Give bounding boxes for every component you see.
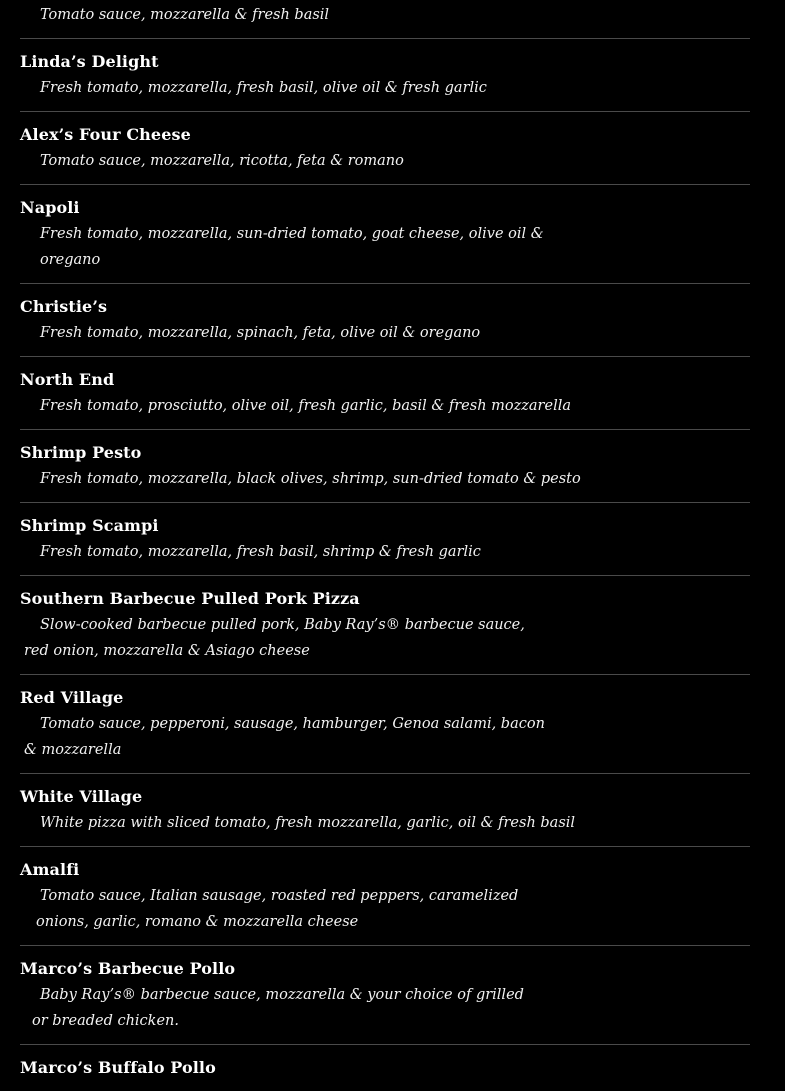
menu-item-marcos-barbecue-pollo xyxy=(20,946,750,1045)
menu-item-description: Tomato sauce, mozzarella & fresh basil xyxy=(40,7,330,23)
menu-item-name: Christie’s xyxy=(20,297,108,316)
menu-item-name: Shrimp Scampi xyxy=(20,516,159,535)
menu-item-alexs-four-cheese xyxy=(20,112,750,185)
menu-item-description: Tomato sauce, Italian sausage, roasted red peppers, caramelized onions, garlic, romano & mozzarella cheese xyxy=(36,888,519,930)
menu-item-description: Fresh tomato, mozzarella, fresh basil, shrimp & fresh garlic xyxy=(40,544,481,560)
menu-item-description: Fresh tomato, mozzarella, fresh basil, olive oil & fresh garlic xyxy=(40,80,487,96)
menu-item-name: Linda’s Delight xyxy=(20,52,159,71)
menu-item-shrimp-pesto xyxy=(20,430,750,503)
menu-item-description: Fresh tomato, mozzarella, spinach, feta, olive oil & oregano xyxy=(40,325,481,341)
menu-item-description: White pizza with sliced tomato, fresh mozzarella, garlic, oil & fresh basil xyxy=(40,815,576,831)
menu-item-description: Fresh tomato, prosciutto, olive oil, fresh garlic, basil & fresh mozzarella xyxy=(40,398,571,414)
menu-item-christies xyxy=(20,284,750,357)
menu-item-name: White Village xyxy=(20,787,143,806)
menu-item-name: Napoli xyxy=(20,198,80,217)
menu-item-red-village xyxy=(20,675,750,774)
menu-item-name: Shrimp Pesto xyxy=(20,443,142,462)
menu-item-napoli xyxy=(20,185,750,284)
menu-item-amalfi xyxy=(20,847,750,946)
menu-item-white-village xyxy=(20,774,750,847)
menu-item-name: North End xyxy=(20,370,115,389)
menu-item-shrimp-scampi xyxy=(20,503,750,576)
menu-item-name: Amalfi xyxy=(20,860,80,879)
menu-item-description: Baby Ray’s® barbecue sauce, mozzarella & your choice of grilled or breaded chicken. xyxy=(32,987,524,1029)
menu-item-name: Red Village xyxy=(20,688,124,707)
menu-item-name: Marco’s Buffalo Pollo xyxy=(20,1058,216,1077)
menu-item-north-end xyxy=(20,357,750,430)
menu-item-southern-barbecue-pulled-pork xyxy=(20,576,750,675)
menu-item-name: Marco’s Barbecue Pollo xyxy=(20,959,236,978)
menu-item-description: Tomato sauce, pepperoni, sausage, hamburger, Genoa salami, bacon & mozzarella xyxy=(24,716,545,758)
pizza-menu-list xyxy=(20,0,750,1091)
menu-item-marcos-buffalo-pollo xyxy=(20,1045,750,1091)
menu-item-margherita xyxy=(20,0,750,39)
menu-item-description: Fresh tomato, mozzarella, sun-dried tomato, goat cheese, olive oil & oregano xyxy=(40,226,544,268)
menu-item-description: Fresh tomato, mozzarella, black olives, shrimp, sun-dried tomato & pesto xyxy=(40,471,581,487)
menu-item-lindas-delight xyxy=(20,39,750,112)
menu-item-description: Slow-cooked barbecue pulled pork, Baby Ray’s® barbecue sauce, red onion, mozzarella & Asiago cheese xyxy=(24,617,525,659)
menu-item-name: Alex’s Four Cheese xyxy=(20,125,191,144)
menu-item-name: Southern Barbecue Pulled Pork Pizza xyxy=(20,589,360,608)
menu-item-description: Tomato sauce, mozzarella, ricotta, feta & romano xyxy=(40,153,404,169)
